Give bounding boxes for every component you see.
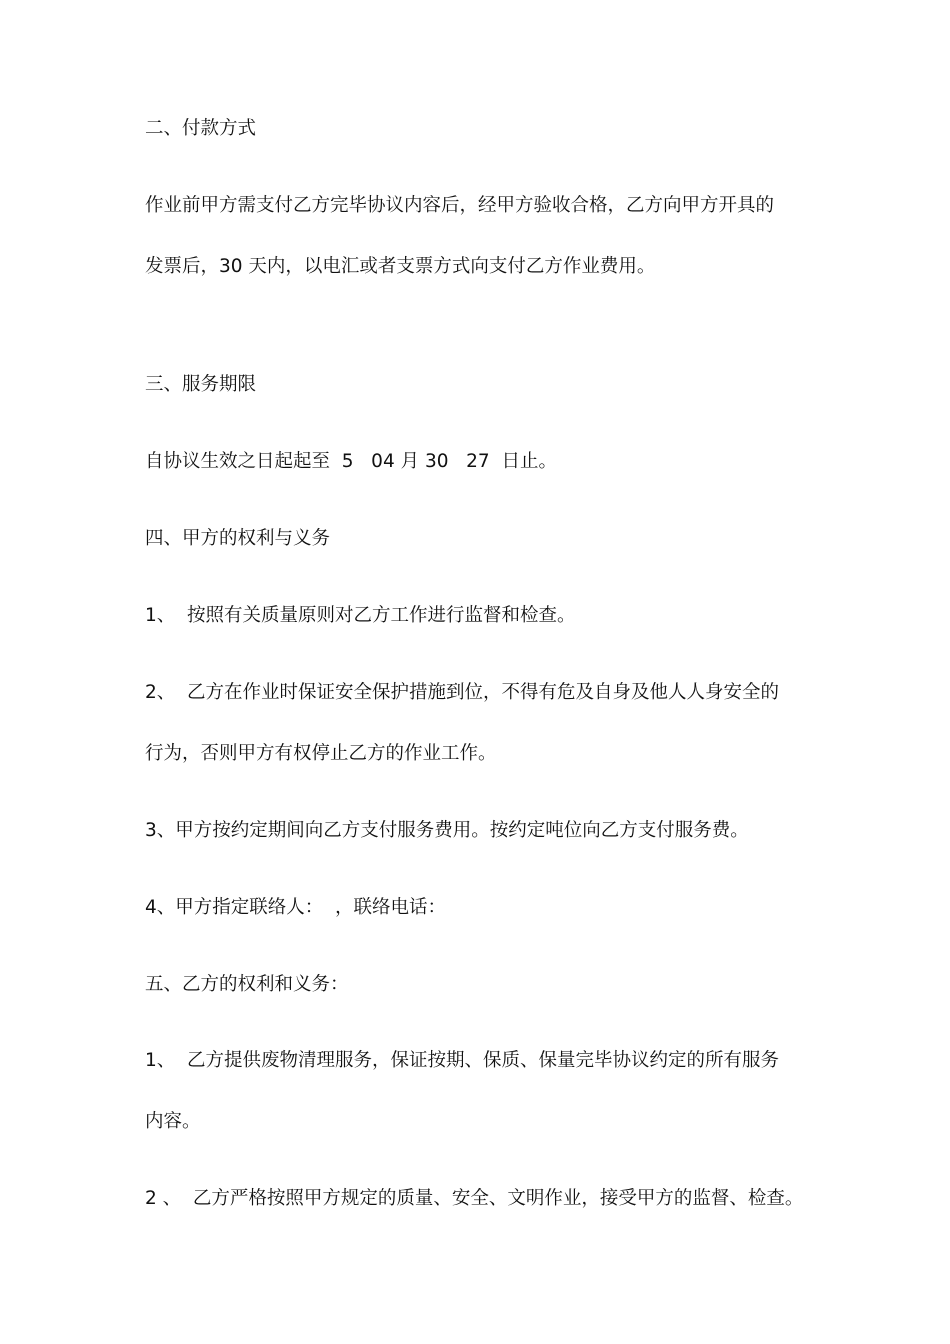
list-item: 2 、 乙方严格按照甲方规定的质量、安全、文明作业，接受甲方的监督、检查。 [145, 1188, 804, 1209]
list-item: 1、 按照有关质量原则对乙方工作进行监督和检查。 [145, 605, 576, 626]
section-heading-payment: 二、付款方式 [145, 118, 257, 139]
list-item: 2、 乙方在作业时保证安全保护措施到位，不得有危及自身及他人人身安全的 [145, 682, 780, 703]
paragraph-line: 发票后，30 天内，以电汇或者支票方式向支付乙方作业费用。 [145, 256, 656, 277]
list-item: 4、甲方指定联络人： ，联络电话： [145, 897, 447, 918]
section-heading-party-b: 五、乙方的权利和义务： [145, 974, 349, 995]
paragraph-line: 自协议生效之日起起至 5 04 月 30 27 日止。 [145, 451, 557, 472]
section-heading-service-term: 三、服务期限 [145, 374, 257, 395]
list-item: 3、甲方按约定期间向乙方支付服务费用。按约定吨位向乙方支付服务费。 [145, 820, 749, 841]
paragraph-line: 行为，否则甲方有权停止乙方的作业工作。 [145, 743, 497, 764]
section-heading-party-a: 四、甲方的权利与义务 [145, 528, 331, 549]
paragraph-line: 作业前甲方需支付乙方完毕协议内容后，经甲方验收合格，乙方向甲方开具的 [145, 195, 775, 216]
list-item: 1、 乙方提供废物清理服务，保证按期、保质、保量完毕协议约定的所有服务 [145, 1050, 780, 1071]
paragraph-line: 内容。 [145, 1111, 201, 1132]
